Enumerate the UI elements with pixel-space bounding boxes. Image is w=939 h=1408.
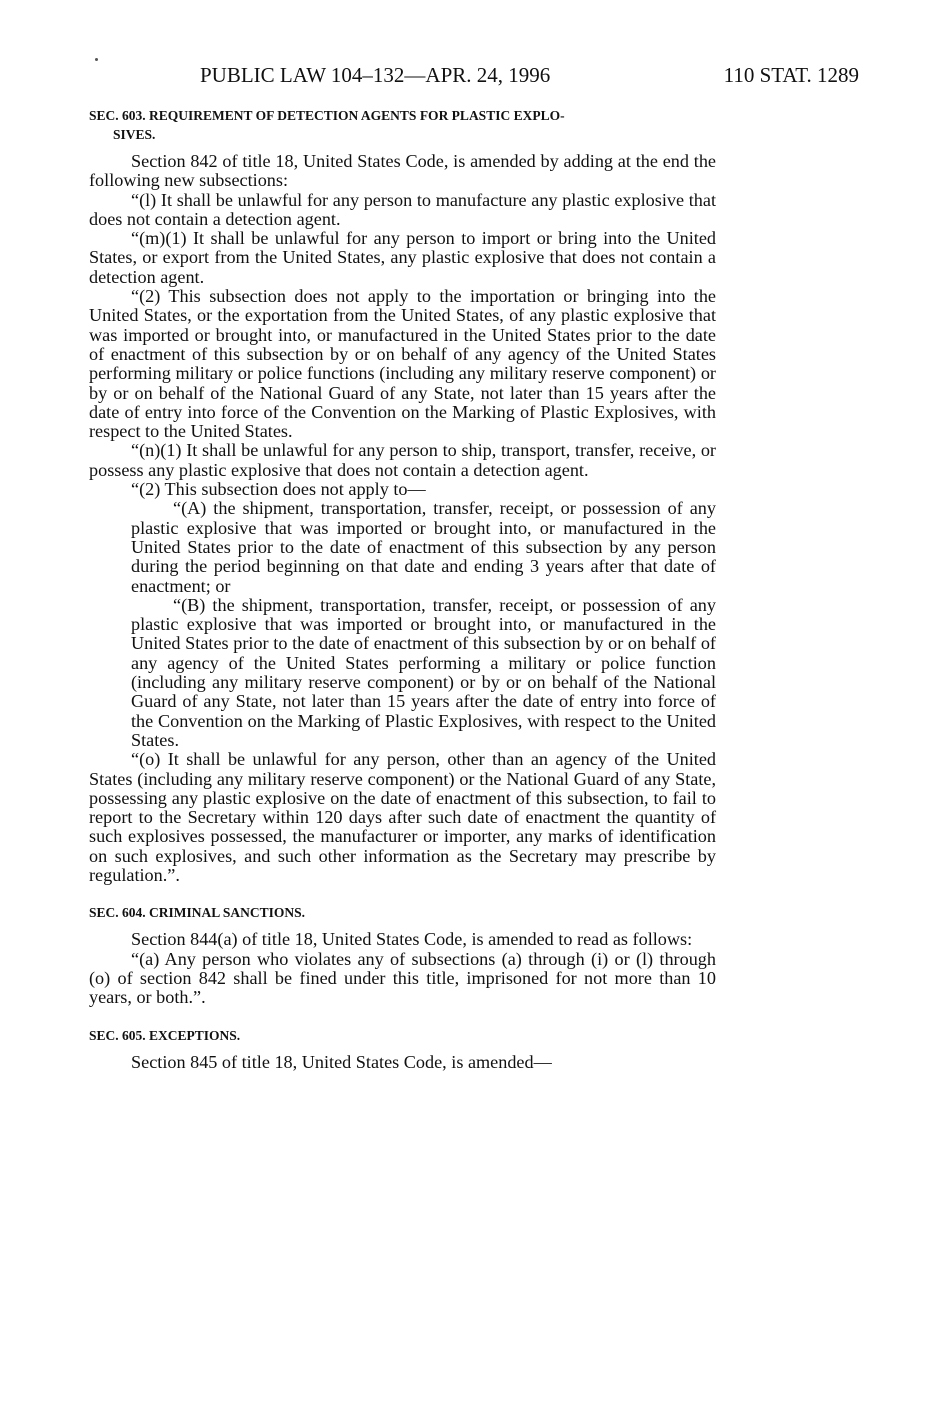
section-heading-line: SEC. 603. REQUIREMENT OF DETECTION AGENTS FOR PLASTIC EXPLO- [89,108,565,123]
section-604 [89,903,716,1007]
subsection-m1: “(m)(1) It shall be unlawful for any person to import or bring into the United States, or export from the United States, any plastic explosive that does not contain a detection agent. [89,228,716,287]
paragraph: Section 845 of title 18, United States Code, is amended— [131,1052,552,1073]
section-heading-line: SEC. 605. EXCEPTIONS. [89,1028,241,1044]
section-heading-line: SEC. 604. CRIMINAL SANCTIONS. [89,905,306,921]
subsection-l: “(l) It shall be unlawful for any person to manufacture any plastic explosive that does not contain a detection agent. [89,189,716,229]
subsection-n2: “(2) This subsection does not apply to— [131,479,426,500]
paragraph: “(a) Any person who violates any of subsections (a) through (i) or (l) through (o) of section 842 shall be fined under this title, imprisoned for not more than 10 years, or both.”. [89,948,716,1008]
section-heading-line: SIVES. [113,127,156,142]
subsection-o: “(o) It shall be unlawful for any person, other than an agency of the United States (including any military reserve component) or the National Guard of any State, possessing any plastic explosive on the date of enactment of this subsection, to fail to report to the Secretary within 120 days after such date of enactment the quantity of such explosives possessed, the manufacturer or importer, any marks of identification on such explosives, and such other information as the Secretary may prescribe by regulation.”. [89,749,716,885]
section-heading [89,106,716,144]
subparagraph-a: “(A) the shipment, transportation, transfer, receipt, or possession of any plastic explosive that was imported or brought into, or manufactured in the United States prior to the date of enactment of this subsection by any person during the period beginning on that date and ending 3 years after that date of enactment; or [131,498,716,596]
statute-page-number: 110 STAT. 1289 [723,63,859,87]
section-603 [89,106,716,885]
document-body [89,106,716,1073]
subparagraph-b: “(B) the shipment, transportation, transfer, receipt, or possession of any plastic explosive that was imported or brought into, or manufactured in the United States prior to the date of enactment of this subsection by or on behalf of any agency of the United States performing a military or police function (including any military reserve component) or by or on behalf of the National Guard of any State, not later than 15 years after the date of entry into force of the Convention on the Marking of Plastic Explosives, with respect to the United States. [131,594,716,750]
section-heading [89,1026,716,1045]
subsection-m2: “(2) This subsection does not apply to the importation or bringing into the United States, or the exportation from the United States, of any plastic explosive that was imported or brought into, or manufactured in the United States prior to the date of enactment of this subsection by or on behalf of any agency of the United States performing military or police functions (including any military reserve component) or by or on behalf of the National Guard of any State, not later than 15 years after the date of entry into force of the Convention on the Marking of Plastic Explosives, with respect to the United States. [89,286,716,442]
running-head-title: PUBLIC LAW 104–132—APR. 24, 1996 [200,63,551,87]
section-605 [89,1026,716,1072]
section-heading [89,903,716,922]
paragraph: Section 844(a) of title 18, United States Code, is amended to read as follows: [131,929,693,950]
scan-speck [95,58,98,61]
subsection-n1: “(n)(1) It shall be unlawful for any person to ship, transport, transfer, receive, or possess any plastic explosive that does not contain a detection agent. [89,440,716,480]
running-head [200,62,859,88]
paragraph: Section 842 of title 18, United States Code, is amended by adding at the end the following new subsections: [89,151,716,191]
